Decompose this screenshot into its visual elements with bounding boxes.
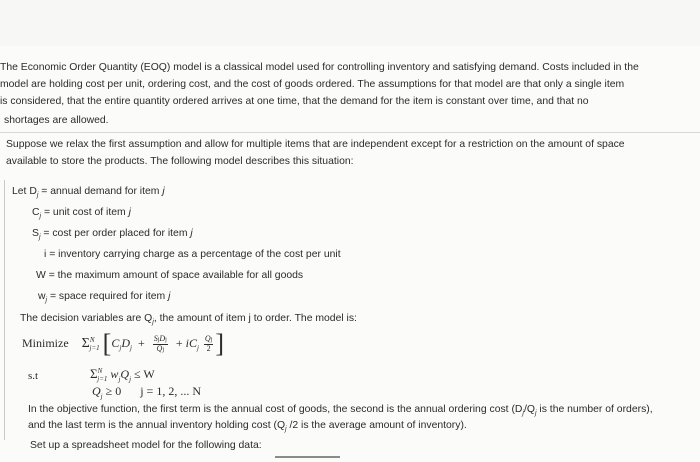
left-panel-border xyxy=(0,180,5,440)
st-label: s.t xyxy=(28,370,39,382)
definition-carrying-charge: i = inventory carrying charge as a percentage of the cost per unit xyxy=(44,249,341,260)
objective-function: Minimize $\Sigma^N_{j=1}$ [$C_jD_j$ + $\frac{\text{SjDj}}{Qj}$ + $iC_j$ $\frac{Qj}{2}$ ] xyxy=(22,329,225,358)
definition-demand: Let $D_j$ = annual demand for item j xyxy=(12,186,165,200)
definition-unit-cost: $C_j$ = unit cost of item j xyxy=(32,207,131,221)
definition-space-required: $w_j$ = space required for item j xyxy=(38,291,171,305)
paragraph-2-line-1: Suppose we relax the first assumption and allow for multiple items that are independent except for a restriction on the amount of space xyxy=(6,139,625,150)
constraint-nonnegativity: $Q_j \ge 0$ j = 1, 2, ... N xyxy=(92,384,201,401)
explanation-line-1: In the objective function, the first term is the annual cost of goods, the second is the annual ordering cost ($D_j/Q_j$ is the number of orders), xyxy=(28,404,653,418)
paragraph-1-line-2: model are holding cost per unit, ordering cost, and the cost of goods ordered. The assumptions for that model are that only a single item xyxy=(0,79,625,90)
table-top-edge xyxy=(275,456,340,458)
paragraph-1-line-1: The Economic Order Quantity (EOQ) model is a classical model used for controlling inventory and satisfying demand. Costs included in the xyxy=(0,62,639,73)
decision-variables-text: The decision variables are $Q_j$, the amount of item j to order. The model is: xyxy=(20,313,357,327)
constraint-space: $\Sigma^N_{j=1}$ $w_jQ_j \le W$ xyxy=(90,366,155,384)
definition-space: W = the maximum amount of space available for all goods xyxy=(36,270,304,281)
divider xyxy=(0,132,700,133)
paragraph-1-line-3: is considered, that the entire quantity ordered arrives at one time, that the demand for the item is constant over time, and that no xyxy=(0,96,589,107)
explanation-line-3: Set up a spreadsheet model for the following data: xyxy=(30,440,262,451)
top-bar xyxy=(0,0,700,46)
paragraph-1-line-4: shortages are allowed. xyxy=(4,115,109,126)
paragraph-2-line-2: available to store the products. The following model describes this situation: xyxy=(6,156,354,167)
definition-order-cost: $S_j = \cos t$ per order placed for item j xyxy=(32,228,193,242)
explanation-line-2: and the last term is the annual inventory holding cost ($Q_j$ /2 is the average amount of inventory). xyxy=(28,420,467,434)
